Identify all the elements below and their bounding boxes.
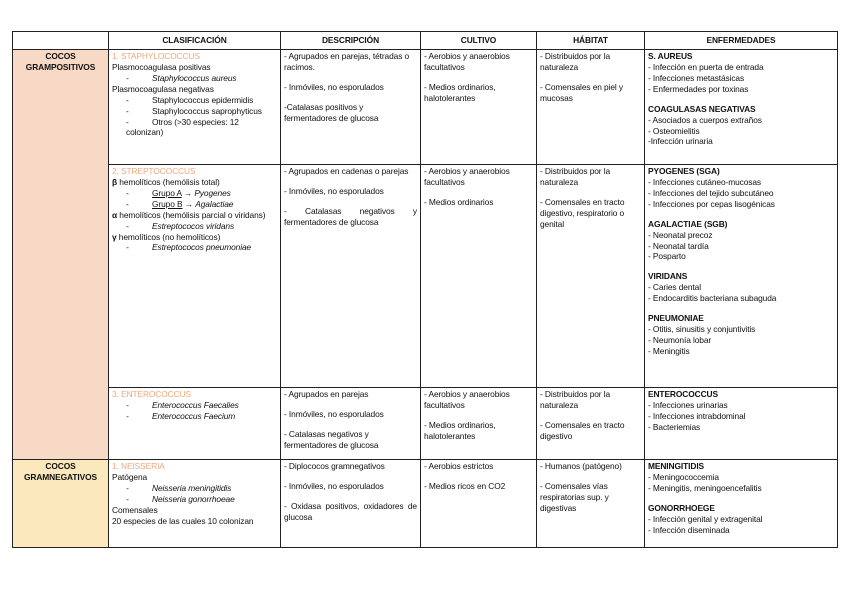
staph-enf3: - Enfermedades por toxinas: [648, 83, 749, 94]
entero-cultivo: [421, 388, 537, 460]
group-neg-line2: GRAMNEGATIVOS: [24, 472, 97, 483]
staph-desc1: - Agrupados en parejas, tétradas o racimos.: [284, 51, 410, 72]
entero-hab1: - Distribuidos por la naturaleza: [540, 389, 611, 410]
strep-clasificacion: [109, 165, 281, 388]
staph-title: 1. STAPHYLOCOCCUS: [112, 51, 200, 61]
staph-enf-h1: S. AUREUS: [648, 51, 693, 61]
header-clasificacion: CLASIFICACIÓN: [109, 32, 281, 50]
entero-l1: - Enterococcus Faecalies: [112, 400, 277, 411]
entero-clasificacion: [109, 388, 281, 460]
staph-l6: - Otros (>30 especies: 12 colonizan): [112, 117, 277, 139]
neis-enf-h1: MENINGITIDIS: [648, 461, 705, 471]
neis-l5: 20 especies de las cuales 10 colonizan: [112, 515, 254, 526]
header-descripcion: DESCRIPCIÓN: [281, 32, 421, 50]
neis-cult1: - Aerobios estrictos: [424, 461, 494, 471]
strep-desc3: - Catalasas negativos y fermentadores de glucosa: [284, 205, 417, 227]
staph-descripcion: [281, 50, 421, 165]
strep-e9: - Otitis, sinusitis y conjuntivitis: [648, 324, 756, 335]
group-pos-line2: GRAMPOSITIVOS: [25, 62, 96, 73]
header-enfermedades: ENFERMEDADES: [645, 32, 838, 50]
strep-e5: - Neonatal tardía: [648, 240, 709, 251]
staph-enf2: - Infecciones metastásicas: [648, 72, 745, 83]
strep-e7: - Caries dental: [648, 282, 701, 293]
strep-hab1: - Distribuidos por la naturaleza: [540, 166, 611, 187]
strep-title: 2. STREPTOCOCCUS: [112, 166, 196, 176]
entero-enf-h1: ENTEROCOCCUS: [648, 389, 718, 399]
strep-cultivo: [421, 165, 537, 388]
neis-l1: Patógena: [112, 471, 148, 482]
group-pos-line1: COCOS: [45, 51, 76, 61]
neis-enfermedades: [645, 460, 838, 548]
neis-cultivo: [421, 460, 537, 548]
strep-pneumoniae: - Estreptococos pneumoniae: [112, 242, 277, 253]
neis-clasificacion: [109, 460, 281, 548]
staph-enf4: - Asociados a cuerpos extraños: [648, 114, 762, 125]
row-neisseria: [13, 460, 838, 548]
header-empty: [13, 32, 109, 50]
header-habitat: HÁBITAT: [537, 32, 645, 50]
agalactiae-label: Agalactiae: [195, 198, 234, 209]
strep-e6: - Posparto: [648, 251, 686, 262]
strep-alpha: [112, 210, 277, 221]
group-neg-line1: COCOS: [45, 461, 76, 471]
entero-e1: - Infecciones urinarias: [648, 399, 728, 410]
neis-desc1: - Diplococos gramnegativos: [284, 461, 385, 471]
entero-e2: - Infecciones intrabdominal: [648, 410, 746, 421]
grupo-b-label: Grupo B: [152, 198, 183, 209]
staph-enf6: -Infección urinaria: [648, 136, 713, 147]
strep-e1: - Infecciones cutáneo-mucosas: [648, 176, 762, 187]
entero-enfermedades: [645, 388, 838, 460]
strep-gamma: [112, 232, 277, 243]
strep-e8: - Endocarditis bacteriana subaguda: [648, 293, 777, 304]
staph-desc3: -Catalasas positivos y fermentadores de glucosa: [284, 101, 379, 123]
neis-e1: - Meningococcemia: [648, 471, 719, 482]
neis-desc3: - Oxidasa positivos, oxidadores de glucosa: [284, 500, 417, 522]
staph-l3: Plasmocoagulasa negativas: [112, 83, 214, 94]
staph-cultivo: [421, 50, 537, 165]
staph-desc2: - Inmóviles, no esporulados: [284, 81, 384, 92]
entero-desc2: - Inmóviles, no esporulados: [284, 408, 384, 419]
staph-enf-h2: COAGULASAS NEGATIVAS: [648, 103, 756, 114]
strep-desc2: - Inmóviles, no esporulados: [284, 185, 384, 196]
neis-e3: - Infección genital y extragenital: [648, 513, 763, 524]
strep-beta-label: hemolíticos (hemólisis total): [117, 176, 220, 187]
strep-enf-h3: VIRIDANS: [648, 271, 688, 282]
entero-title: 3. ENTEROCOCCUS: [112, 389, 192, 399]
row-enterococcus: [13, 388, 838, 460]
gamma-symbol: γ: [112, 231, 117, 242]
group-cocos-grampositivos: [13, 50, 109, 460]
beta-symbol: β: [112, 176, 118, 187]
strep-descripcion: [281, 165, 421, 388]
strep-grupo-b: [112, 199, 277, 210]
staph-enf1: - Infección en puerta de entrada: [648, 61, 764, 72]
staph-l2: - Staphylococcus aureus: [112, 73, 277, 84]
strep-enf-h2: AGALACTIAE (SGB): [648, 218, 728, 229]
neis-habitat: [537, 460, 645, 548]
entero-descripcion: [281, 388, 421, 460]
pyogenes-label: Pyogenes: [194, 187, 231, 198]
header-cultivo: CULTIVO: [421, 32, 537, 50]
header-row: [13, 32, 838, 50]
staph-l1: Plasmocoagulasa positivas: [112, 61, 211, 72]
strep-e11: - Meningitis: [648, 345, 690, 356]
strep-gamma-label: hemolíticos (no hemolíticos): [116, 231, 221, 242]
neis-enf-h2: GONORRHOEGE: [648, 502, 715, 513]
group-cocos-gramnegativos: [13, 460, 109, 548]
staph-clasificacion: [109, 50, 281, 165]
alpha-symbol: α: [112, 209, 118, 220]
strep-cult1: - Aerobios y anaerobios facultativos: [424, 166, 510, 187]
entero-l2: - Enterococcus Faecium: [112, 411, 277, 422]
neis-hab1: - Humanos (patógeno): [540, 461, 622, 471]
entero-habitat: [537, 388, 645, 460]
neis-l3: - Neisseria gonorrhoeae: [112, 494, 277, 505]
staph-cult2: - Medios ordinarios, halotolerantes: [424, 81, 496, 103]
staph-enfermedades: [645, 50, 838, 165]
strep-e2: - Infecciones del tejido subcutáneo: [648, 187, 774, 198]
strep-habitat: [537, 165, 645, 388]
staph-hab1: - Distribuidos por la naturaleza: [540, 51, 611, 72]
strep-e3: - Infecciones por cepas lisogénicas: [648, 198, 775, 209]
strep-grupo-a: [112, 188, 277, 199]
strep-cult2: - Medios ordinarios: [424, 196, 494, 207]
strep-enf-h4: PNEUMONIAE: [648, 313, 704, 324]
staph-habitat: [537, 50, 645, 165]
staph-l5: - Staphylococcus saprophyticus: [112, 106, 277, 117]
arrow-a: →: [181, 187, 195, 198]
neis-l2: - Neisseria meningitidis: [112, 483, 277, 494]
neis-e4: - Infección diseminada: [648, 524, 730, 535]
strep-alpha-label: hemolíticos (hemólisis parcial o viridans): [117, 209, 266, 220]
entero-desc3: - Catalasas negativos y fermentadores de glucosa: [284, 428, 379, 450]
neis-desc2: - Inmóviles, no esporulados: [284, 480, 384, 491]
strep-beta: [112, 177, 277, 188]
row-staphylococcus: [13, 50, 838, 165]
neis-descripcion: [281, 460, 421, 548]
strep-viridans: - Estreptococos viridans: [112, 221, 277, 232]
staph-cult1: - Aerobios y anaerobios facultativos: [424, 51, 510, 72]
strep-hab2: - Comensales en tracto digestivo, respiratorio o genital: [540, 196, 625, 229]
entero-cult2: - Medios ordinarios, halotolerantes: [424, 419, 496, 441]
neis-l4: Comensales: [112, 504, 158, 515]
grupo-a-label: Grupo A: [152, 187, 182, 198]
staph-l4: - Staphylococcus epidermidis: [112, 95, 277, 106]
staph-enf5: - Osteomielitis: [648, 125, 700, 136]
row-streptococcus: [13, 165, 838, 388]
bacteria-classification-table: [12, 31, 838, 548]
neis-title: 1. NEISSERIA: [112, 461, 165, 471]
entero-desc1: - Agrupados en parejas: [284, 389, 369, 399]
strep-e4: - Neonatal precoz: [648, 229, 713, 240]
neis-hab2: - Comensales vías respiratorias sup. y digestivas: [540, 480, 609, 513]
staph-hab2: - Comensales en piel y mucosas: [540, 81, 623, 103]
entero-e3: - Bacteriemias: [648, 421, 701, 432]
entero-hab2: - Comensales en tracto digestivo: [540, 419, 625, 441]
strep-enf-h1: PYOGENES (SGA): [648, 166, 720, 176]
neis-e2: - Meningitis, meningoencefalitis: [648, 482, 762, 493]
strep-desc1: - Agrupados en cadenas o parejas: [284, 166, 409, 176]
strep-enfermedades: [645, 165, 838, 388]
neis-cult2: - Medios ricos en CO2: [424, 480, 506, 491]
strep-e10: - Neumonía lobar: [648, 334, 712, 345]
arrow-b: →: [182, 198, 196, 209]
entero-cult1: - Aerobios y anaerobios facultativos: [424, 389, 510, 410]
